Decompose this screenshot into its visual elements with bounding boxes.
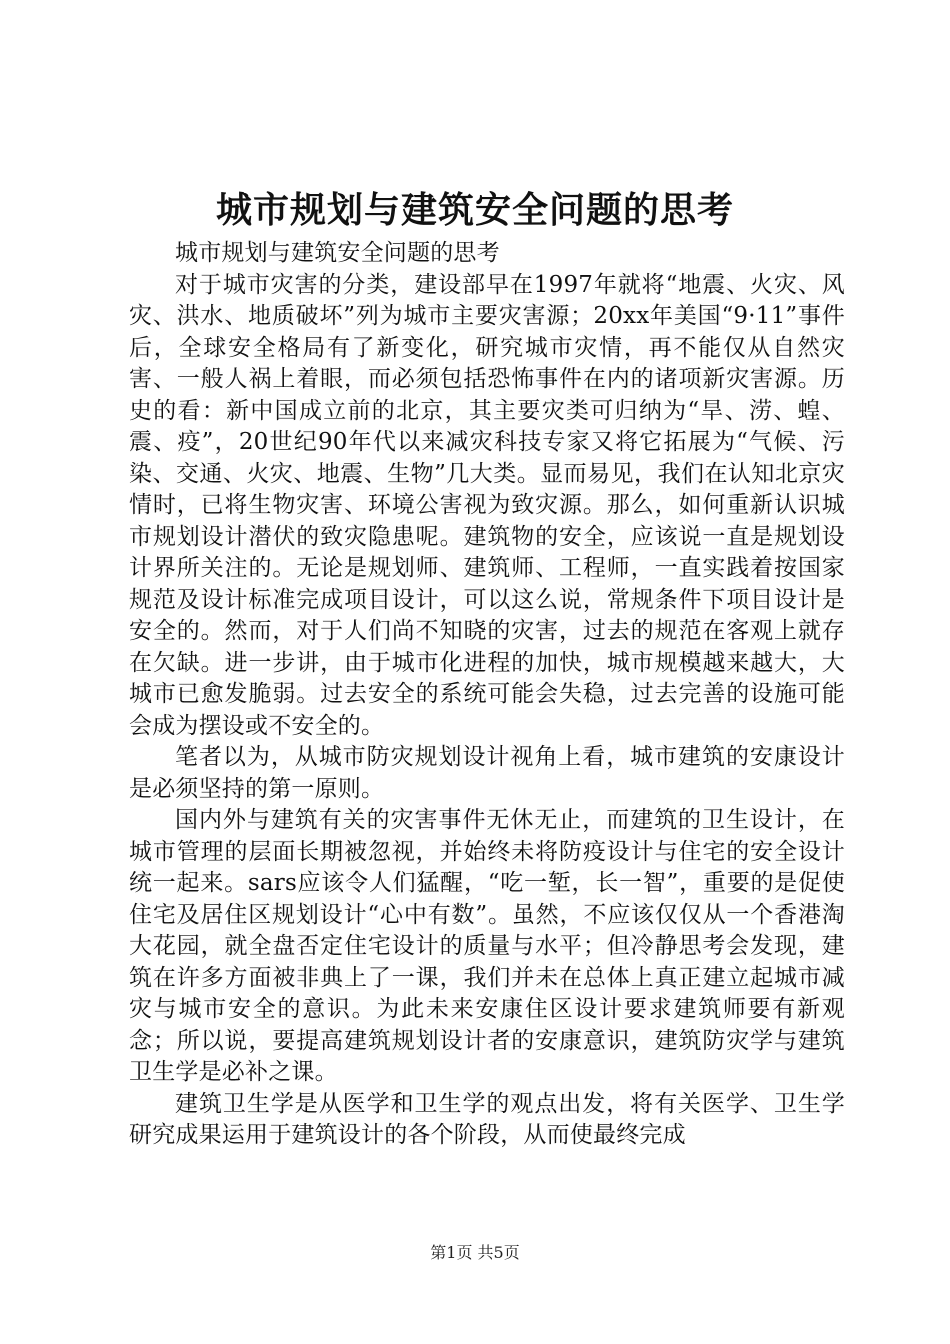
paragraph: 建筑卫生学是从医学和卫生学的观点出发，将有关医学、卫生学研究成果运用于建筑设计的各个阶段，从而使最终完成 — [129, 1090, 845, 1148]
page-footer: 第1页 共5页 — [430, 1243, 520, 1262]
paragraph: 对于城市灾害的分类，建设部早在1997年就将“地震、火灾、风灾、洪水、地质破坏”列为城市主要灾害源；20xx年美国“9·11”事件后，全球安全格局有了新变化，研究城市灾情，再不能仅从自然灾害、一般人祸上着眼，而必须包括恐怖事件在内的诸项新灾害源。历史的看：新中国成立前的北京，其主要灾类可归纳为“旱、涝、蝗、震、疫”，20世纪90年代以来减灾科技专家又将它拓展为“气候、污染、交通、火灾、地震、生物”几大类。显而易见，我们在认知北京灾情时，已将生物灾害、环境公害视为致灾源。那么，如何重新认识城市规划设计潜伏的致灾隐患呢。建筑物的安全，应该说一直是规划设计界所关注的。无论是规划师、建筑师、工程师，一直实践着按国家规范及设计标准完成项目设计，可以这么说，常规条件下项目设计是安全的。然而，对于人们尚不知晓的灾害，过去的规范在客观上就存在欠缺。进一步讲，由于城市化进程的加快，城市规模越来越大，大城市已愈发脆弱。过去安全的系统可能会失稳，过去完善的设施可能会成为摆设或不安全的。 — [129, 271, 845, 739]
document-title: 城市规划与建筑安全问题的思考 — [215, 189, 734, 231]
paragraph: 国内外与建筑有关的灾害事件无休无止，而建筑的卫生设计，在城市管理的层面长期被忽视，并始终未将防疫设计与住宅的安全设计统一起来。sars应该令人们猛醒，“吃一堑，长一智”，重要的是促使住宅及居住区规划设计“心中有数”。虽然，不应该仅仅从一个香港淘大花园，就全盘否定住宅设计的质量与水平；但冷静思考会发现，建筑在许多方面被非典上了一课，我们并未在总体上真正建立起城市减灾与城市安全的意识。为此未来安康住区设计要求建筑师要有新观念；所以说，要提高建筑规划设计者的安康意识，建筑防灾学与建筑卫生学是必补之课。 — [129, 807, 845, 1085]
paragraph: 笔者以为，从城市防灾规划设计视角上看，城市建筑的安康设计是必须坚持的第一原则。 — [129, 744, 845, 802]
paragraph-subtitle: 城市规划与建筑安全问题的思考 — [175, 240, 500, 266]
document-body — [129, 238, 845, 1152]
